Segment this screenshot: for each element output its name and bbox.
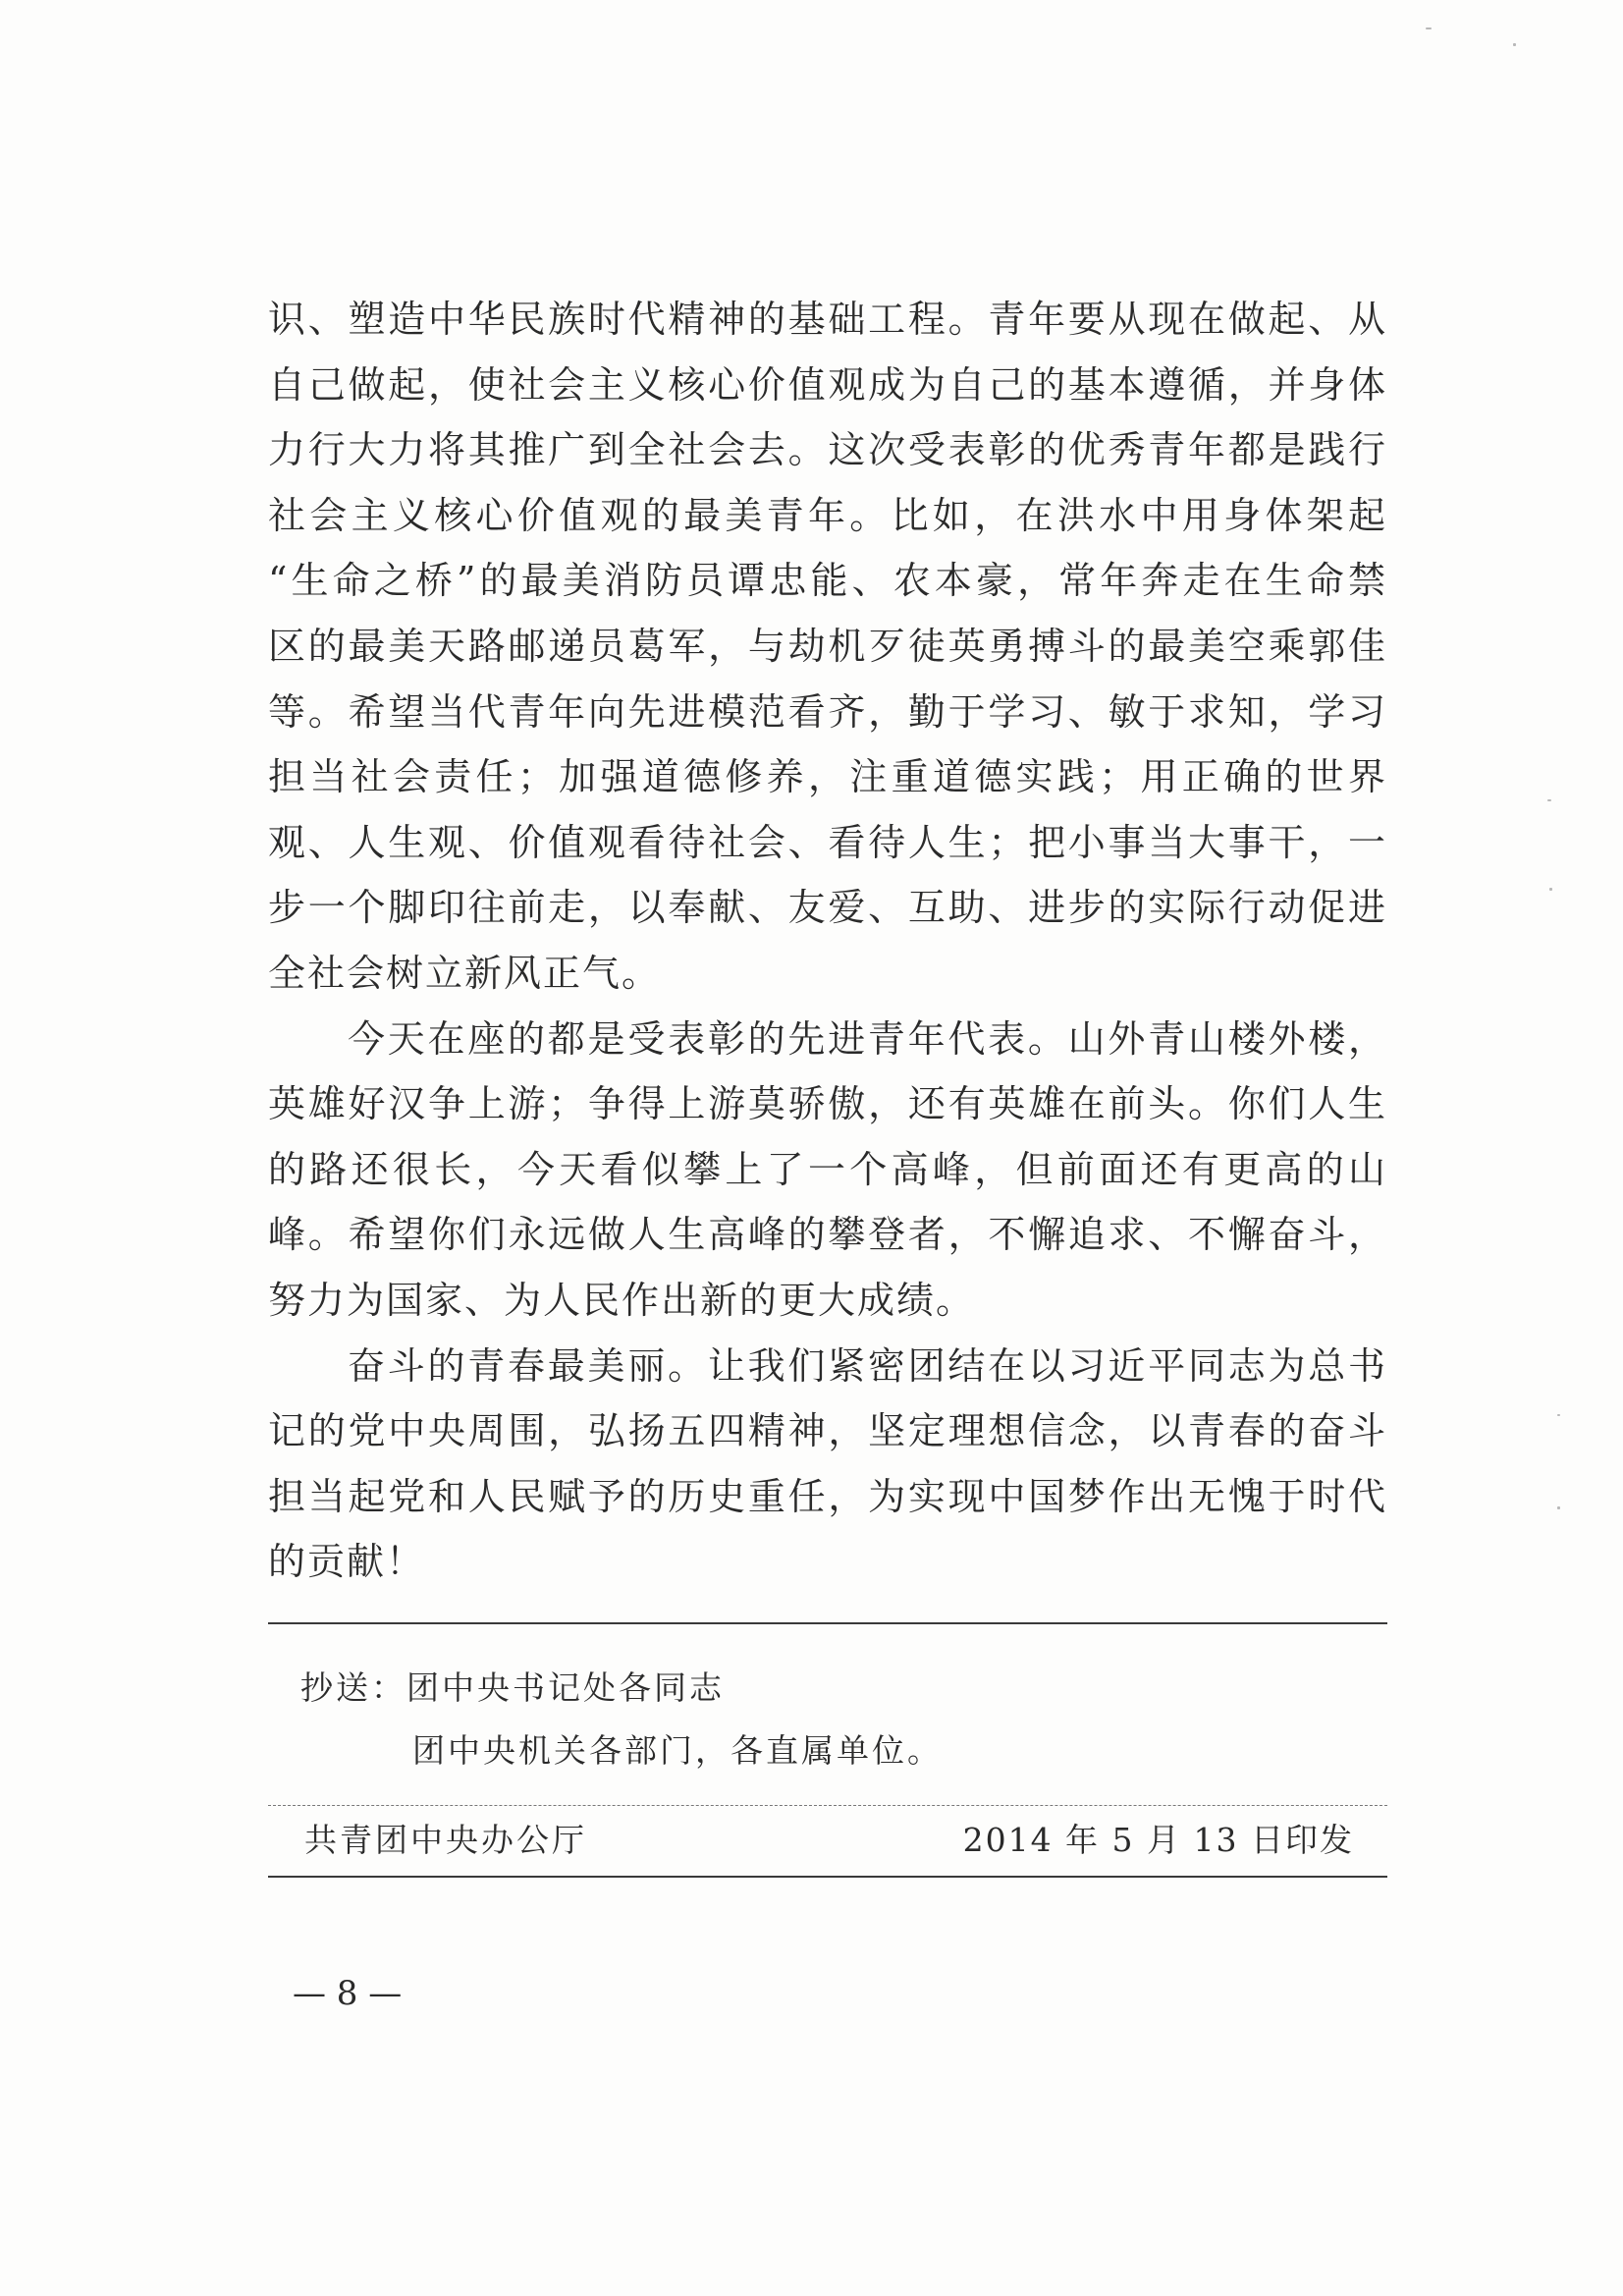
body-line: 的贡献！ [268,1540,426,1584]
body-line: 全社会树立新风正气。 [268,951,662,995]
body-line: 识、塑造中华民族时代精神的基础工程。青年要从现在做起、从 [268,298,1387,341]
print-date: 2014 年 5 月 13 日印发 [962,1821,1354,1859]
body-line: 力行大力将其推广到全社会去。这次受表彰的优秀青年都是践行 [268,428,1387,472]
body-line: 努力为国家、为人民作出新的更大成绩。 [268,1278,976,1322]
body-line: 区的最美天路邮递员葛军，与劫机歹徒英勇搏斗的最美空乘郭佳 [268,624,1387,668]
scan-speck [1557,1506,1560,1509]
body-line: 奋斗的青春最美丽。让我们紧密团结在以习近平同志为总书 [348,1343,1387,1388]
body-line: 自己做起，使社会主义核心价值观成为自己的基本遵循，并身体 [268,362,1387,407]
body-line: “生命之桥”的最美消防员谭忠能、农本豪，常年奔走在生命禁 [268,559,1387,603]
scan-speck [1547,799,1551,801]
body-line: 等。希望当代青年向先进模范看齐，勤于学习、敏于求知，学习 [268,689,1387,734]
cc-first-row [300,1667,725,1710]
scan-speck [1549,888,1552,891]
footer-bottom-rule [268,1876,1387,1878]
issuer: 共青团中央办公厅 [304,1821,587,1859]
body-line: 步一个脚印往前走，以奉献、友爱、互助、进步的实际行动促进 [268,886,1387,930]
body-text [268,287,1387,1595]
body-line: 的路还很长，今天看似攀上了一个高峰，但前面还有更高的山 [268,1147,1387,1191]
body-line: 担当起党和人民赋予的历史重任，为实现中国梦作出无愧于时代 [268,1474,1387,1518]
scan-speck [1557,1414,1560,1416]
body-line: 今天在座的都是受表彰的先进青年代表。山外青山楼外楼， [348,1016,1387,1061]
body-line: 记的党中央周围，弘扬五四精神，坚定理想信念，以青春的奋斗 [268,1409,1387,1453]
cc-top-rule [268,1622,1387,1624]
cc-bottom-rule [268,1805,1387,1806]
cc-recipient: 团中央书记处各同志 [406,1668,725,1707]
scan-speck [1426,27,1432,29]
cc-recipient: 团中央机关各部门，各直属单位。 [412,1731,943,1770]
body-line: 英雄好汉争上游；争得上游莫骄傲，还有英雄在前头。你们人生 [268,1082,1387,1126]
scan-speck [1513,43,1516,46]
body-line: 担当社会责任；加强道德修养，注重道德实践；用正确的世界 [268,755,1387,799]
body-line: 社会主义核心价值观的最美青年。比如，在洪水中用身体架起 [268,493,1387,537]
page-number: — 8 — [293,1974,403,2013]
body-line: 峰。希望你们永远做人生高峰的攀登者，不懈追求、不懈奋斗， [268,1213,1387,1257]
cc-label: 抄送： [300,1668,406,1707]
cc-second-row [412,1729,943,1773]
body-line: 观、人生观、价值观看待社会、看待人生；把小事当大事干，一 [268,820,1387,864]
